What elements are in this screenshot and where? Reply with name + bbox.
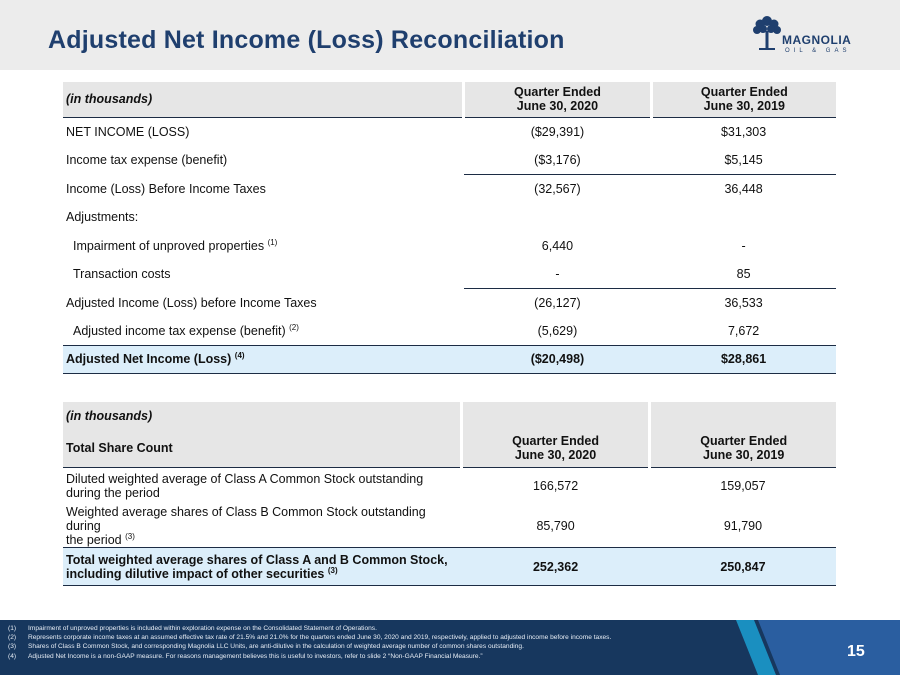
- table-row: Income tax expense (benefit) ($3,176) $5,145: [66, 152, 763, 167]
- header-bar: [0, 0, 900, 70]
- logo-wordmark: MAGNOLIA: [782, 33, 852, 47]
- reconciliation-table: [63, 82, 836, 374]
- footnote: (1) Impairment of unproved properties is included within exploration expense on the Consolidated Statement of Operations.: [8, 625, 377, 632]
- company-logo: [752, 14, 870, 60]
- table-row: Adjusted income tax expense (benefit) $^{(2)}$ (5,629) 7,672: [63, 317, 836, 345]
- total-share-count-label: Total Share Count: [63, 429, 461, 467]
- magnolia-tree-icon: [752, 14, 782, 54]
- footnote: (4) Adjusted Net Income is a non-GAAP measure. For reasons management believes this is useful to investors, refer to slide 2 “Non-GAAP Financial Measure.”: [8, 652, 483, 660]
- unit-label: (in thousands): [63, 82, 464, 117]
- table-row: Weighted average shares of Class B Common Stock outstanding during the period $^{(3)}$ 85,790 91,790: [63, 505, 836, 548]
- table-row: Diluted weighted average of Class A Common Stock outstanding during the period 166,572 159,057: [66, 472, 766, 501]
- table-row: Income (Loss) Before Income Taxes (32,567) 36,448: [63, 174, 836, 203]
- table-header-row: [63, 402, 836, 429]
- column-header-2019: Quarter Ended June 30, 2019: [650, 429, 836, 467]
- table-row: Impairment of unproved properties $^{(1)}$ 6,440 -: [73, 237, 746, 253]
- table-row: NET INCOME (LOSS) ($29,391) $31,303: [66, 124, 767, 139]
- table-header-row: [63, 429, 836, 467]
- share-count-table: [63, 402, 836, 586]
- footnotes: [8, 624, 611, 661]
- page-title: Adjusted Net Income (Loss) Reconciliation: [48, 26, 565, 54]
- logo-subtitle: OIL & GAS: [785, 48, 851, 54]
- table-row: Adjusted Income (Loss) before Income Taxes (26,127) 36,533: [63, 288, 836, 317]
- column-header-2020: Quarter Ended June 30, 2020: [464, 82, 651, 117]
- total-row: Total weighted average shares of Class A and B Common Stock, including dilutive impact of other securities $^{(3)}$ 252,362 250,847: [63, 548, 836, 586]
- table-row: Transaction costs - 85: [73, 266, 751, 281]
- table-row: Adjustments:: [66, 210, 139, 224]
- table-header-row: [63, 82, 836, 117]
- footer-accent-shape: [736, 620, 900, 675]
- footnote: (2) Represents corporate income taxes at an assumed effective tax rate of 21.5% and 21.0% for the quarters ended June 30, 2020 and 2019, respectively, applied to adjusted income before income taxes.: [8, 634, 612, 642]
- footnote: (3) Shares of Class B Common Stock, and corresponding Magnolia LLC Units, are anti-dilutive in the calculation of weighted average number of common shares outstanding.: [8, 643, 524, 651]
- unit-label: (in thousands): [63, 402, 461, 429]
- total-row: Adjusted Net Income (Loss) $^{(4)}$ ($20,498) $28,861: [63, 345, 836, 373]
- column-header-2019: Quarter Ended June 30, 2019: [651, 82, 836, 117]
- page-number: 15: [847, 643, 865, 660]
- column-header-2020: Quarter Ended June 30, 2020: [461, 429, 650, 467]
